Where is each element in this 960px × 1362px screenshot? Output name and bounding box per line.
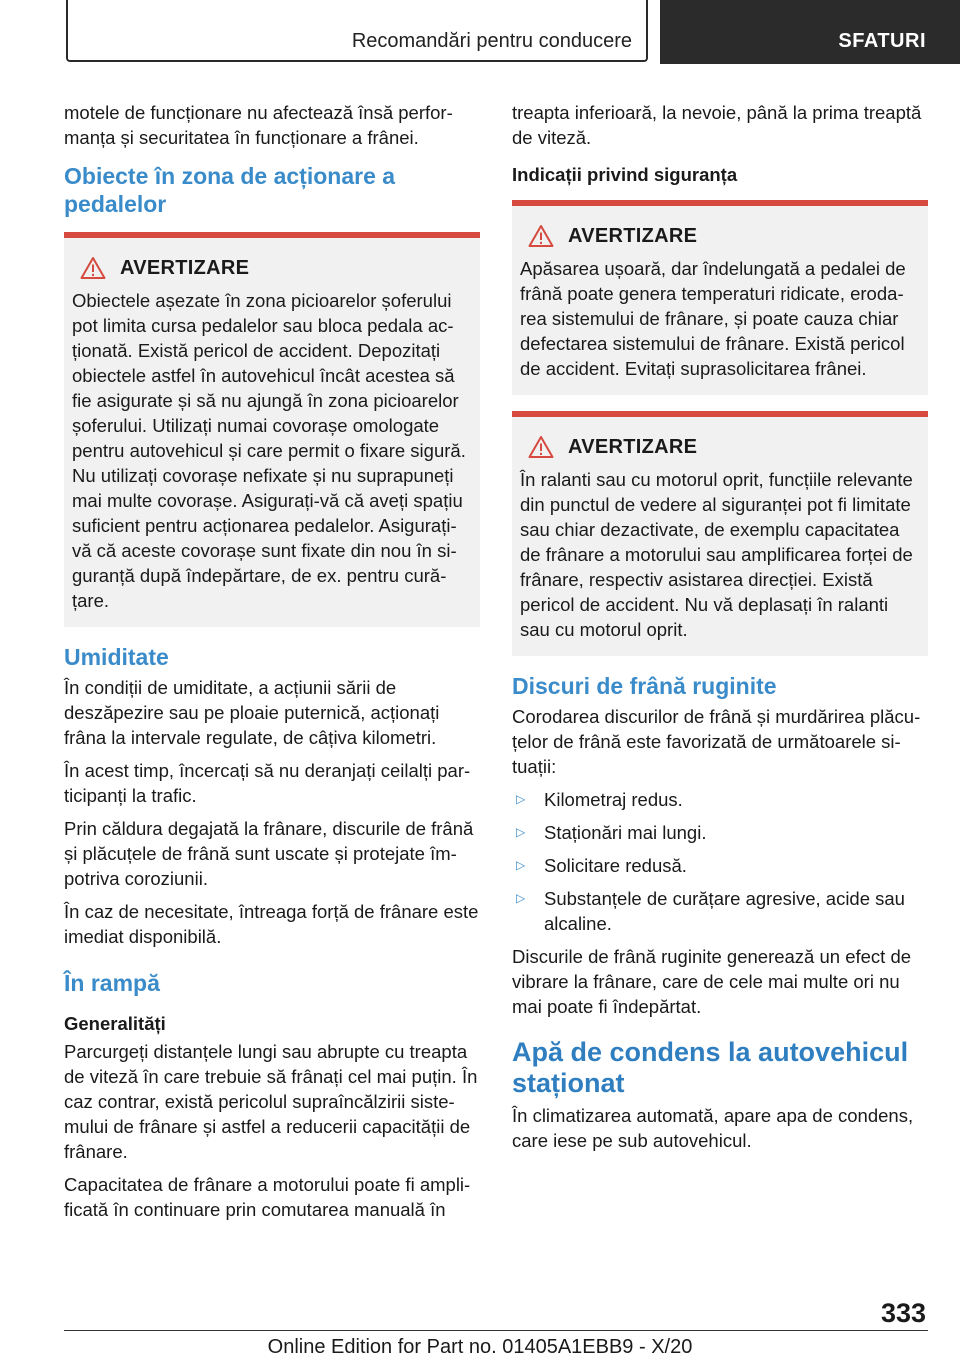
warning-title: AVERTIZARE	[568, 435, 698, 458]
warning-triangle-icon	[528, 435, 554, 459]
left-column	[64, 100, 480, 1230]
rust-conditions-list	[512, 787, 928, 936]
list-item	[512, 787, 928, 812]
header-title: Recomandări pentru conducere	[351, 30, 632, 52]
triangle-right-icon: ▷	[516, 858, 526, 872]
warning-text: Apăsarea ușoară, dar îndelungată a pedalei de frână poate genera temperaturi ridicate, erodarea sistemului de frânare, și poate cauza chiar defectarea sistemului de frânare. Există pericol de accident. Evitați suprasolicitarea frânei.	[520, 258, 906, 379]
heading-humidity: Umiditate	[64, 644, 169, 670]
list-item-text: Substanțele de curățare agresive, acide sau alcaline.	[544, 888, 905, 934]
triangle-right-icon: ▷	[516, 825, 526, 839]
warning-text: În ralanti sau cu motorul oprit, funcțiile relevante din punctul de vedere al siguranței pot fi limitate sau chiar dezactivate, de exemplu capacitatea de frânare a motorului sau amplificarea forței de frânare, respectiv asistarea direcției. Există pericol de accident. Nu vă deplasați în ralanti sau cu motorul oprit.	[520, 469, 913, 640]
humidity-paragraph-4: În caz de necesitate, întreaga forță de frânare este imediat disponibilă.	[64, 901, 479, 947]
heading-pedals: Obiecte în zona de acționare a pedalelor	[64, 163, 396, 217]
list-item-text: Staționări mai lungi.	[544, 822, 707, 843]
warning-title: AVERTIZARE	[568, 224, 698, 247]
warning-box-brake-pedal	[512, 200, 928, 395]
list-item-text: Solicitare redusă.	[544, 855, 687, 876]
warning-box-pedals	[64, 232, 480, 627]
heading-rusty-discs: Discuri de frână ruginite	[512, 673, 777, 699]
warning-title: AVERTIZARE	[120, 256, 250, 279]
list-item	[512, 886, 928, 936]
intro-paragraph: motele de funcționare nu afectează însă performanța și securitatea în funcționare a frânei.	[64, 102, 453, 148]
ramp-paragraph-2: Capacitatea de frânare a motorului poate fi amplificată în continuare prin comutarea manuală în	[64, 1174, 471, 1220]
list-item-text: Kilometraj redus.	[544, 789, 683, 810]
heading-general: Generalități	[64, 1013, 166, 1034]
list-item	[512, 820, 928, 845]
warning-header	[520, 224, 920, 248]
header-section-label: SFATURI	[838, 30, 926, 52]
warning-box-idle	[512, 411, 928, 656]
warning-header	[72, 256, 472, 280]
humidity-paragraph-2: În acest timp, încercați să nu deranjați ceilalți participanți la trafic.	[64, 760, 471, 806]
warning-triangle-icon	[528, 224, 554, 248]
header-section-tab	[660, 0, 960, 64]
triangle-right-icon: ▷	[516, 792, 526, 806]
humidity-paragraph-1: În condiții de umiditate, a acțiunii sării de deszăpezire sau pe ploaie puternică, acționați frâna la intervale regulate, de câțiva kilometri.	[64, 677, 440, 748]
header-box	[66, 0, 648, 62]
footer-divider	[64, 1330, 928, 1331]
rust-paragraph: Corodarea discurilor de frână și murdărirea plăcuțelor de frână este favorizată de următoarele situații:	[512, 706, 921, 777]
heading-safety: Indicații privind siguranța	[512, 164, 738, 185]
warning-header	[520, 435, 920, 459]
footer-edition: Online Edition for Part no. 01405A1EBB9 - X/20	[267, 1336, 693, 1358]
heading-condensation: Apă de condens la autovehicul staționat	[512, 1037, 909, 1098]
condensation-paragraph: În climatizarea automată, apare apa de condens, care iese pe sub autovehicul.	[512, 1105, 914, 1151]
warning-triangle-icon	[80, 256, 106, 280]
page-number: 333	[880, 1298, 926, 1328]
warning-text: Obiectele așezate în zona picioarelor șoferului pot limita cursa pedalelor sau bloca pedala acționată. Există pericol de accident. Depozitați obiectele astfel în autovehicul încât acestea să fie asigurate și să nu ajungă în zona picioarelor șoferului. Utilizați numai covorașe omologate pentru autovehicul și care permit o fixare sigură. Nu utilizați covorașe nefixate și nu suprapuneți mai multe covorașe. Asigurați-vă că aveți spațiu suficient pentru acționarea pedalelor. Asigurați-vă că aceste covorașe sunt fixate din nou în siguranță după îndepărtare, de ex. pentru curățare.	[72, 290, 466, 611]
triangle-right-icon: ▷	[516, 891, 526, 905]
ramp-paragraph-1: Parcurgeți distanțele lungi sau abrupte cu treapta de viteză în care trebuie să frânați cel mai puțin. În caz contrar, există pericolul supraîncălzirii sistemului de frânare și astfel a reducerii capacității de frânare.	[64, 1041, 478, 1162]
continued-paragraph: treapta inferioară, la nevoie, până la prima treaptă de viteză.	[512, 102, 922, 148]
list-item	[512, 853, 928, 878]
humidity-paragraph-3: Prin căldura degajată la frânare, discurile de frână și plăcuțele de frână sunt uscate și protejate împotriva coroziunii.	[64, 818, 474, 889]
rust-paragraph-2: Discurile de frână ruginite generează un efect de vibrare la frânare, care de cele mai multe ori nu mai poate fi îndepărtat.	[512, 946, 912, 1017]
right-column	[512, 100, 928, 1161]
heading-ramp: În rampă	[64, 970, 160, 996]
